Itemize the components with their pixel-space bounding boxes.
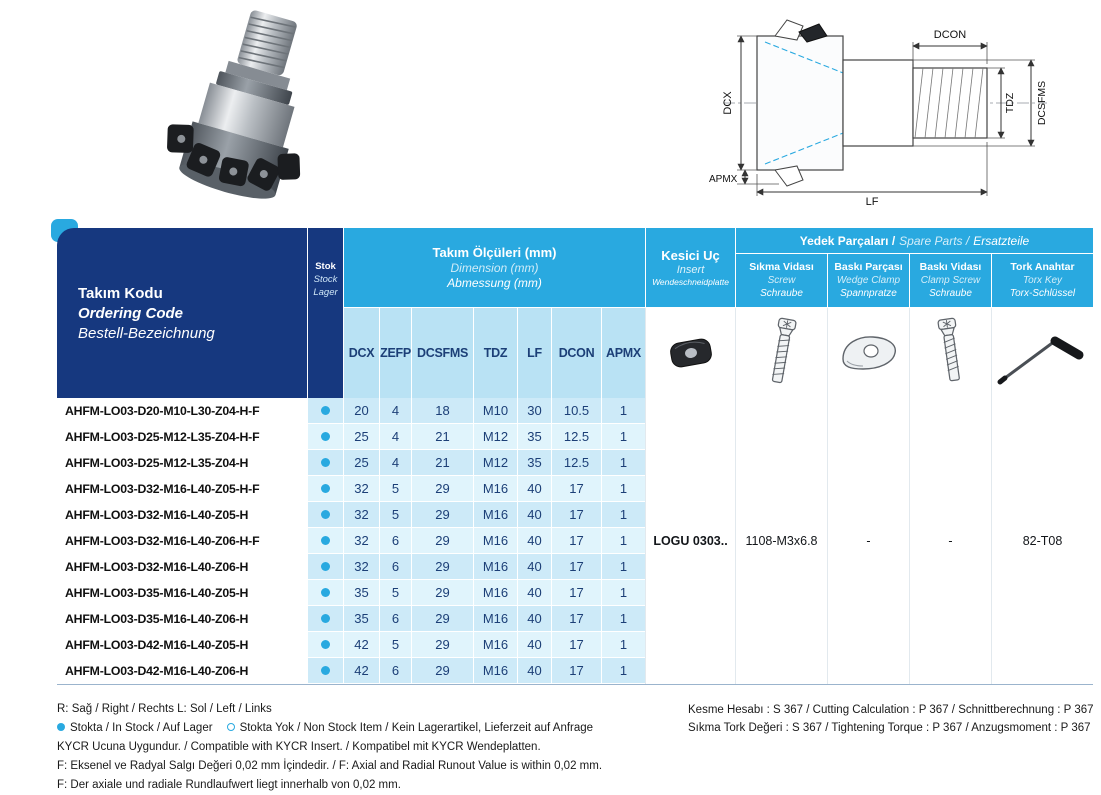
label-dcsfms: DCSFMS [1036,80,1048,126]
table-body-rows [57,398,645,684]
row-zefp: 5 [379,580,411,606]
row-dcon: 17 [551,502,601,528]
dimension-diagram-svg [695,8,1085,208]
row-apmx: 1 [601,528,645,554]
stock-dot-icon [321,614,330,623]
row-stock-cell [307,424,343,450]
merged-wedge-clamp: - [827,398,909,684]
table-body [57,398,1093,685]
row-dcon: 17 [551,606,601,632]
row-dcx: 35 [343,580,379,606]
row-dcon: 12.5 [551,424,601,450]
row-stock-cell [307,606,343,632]
col-header-dcx: DCX [343,308,379,398]
dimension-diagram [695,8,1085,208]
col-header-dcon: DCON [551,308,601,398]
label-apmx: APMX [709,174,738,185]
torx-key-icon [997,318,1089,388]
merged-torx-key: 82-T08 [991,398,1093,684]
row-apmx: 1 [601,398,645,424]
screw-icon-cell [735,308,827,398]
row-dcx: 25 [343,450,379,476]
row-ordering-code: AHFM-LO03-D32-M16-L40-Z05-H-F [57,476,307,502]
footnote-cutting-calculation: Kesme Hesabı : S 367 / Cutting Calculation : P 367 / Schnittberechnung : P 367 [688,704,1094,716]
row-ordering-code: AHFM-LO03-D32-M16-L40-Z05-H [57,502,307,528]
row-stock-cell [307,554,343,580]
footnote-stock-legend [57,719,602,738]
label-tdz: TDZ [1004,92,1016,114]
row-dcsfms: 29 [411,580,473,606]
product-photo [106,8,390,218]
row-dcx: 42 [343,658,379,684]
row-ordering-code: AHFM-LO03-D25-M12-L35-Z04-H-F [57,424,307,450]
clamp-screw-icon-cell [909,308,991,398]
row-lf: 40 [517,502,551,528]
row-lf: 30 [517,398,551,424]
col-header-wedge-clamp: Baskı Parçası Wedge Clamp Spannpratze [827,254,909,308]
row-lf: 40 [517,606,551,632]
insert-header-group [645,228,735,398]
table-row [57,658,645,684]
table-row [57,424,645,450]
spare-parts-title: Yedek Parçaları / Spare Parts / Ersatzteile [735,228,1093,254]
merged-screw-code: 1108-M3x6.8 [735,398,827,684]
row-zefp: 5 [379,476,411,502]
row-dcx: 32 [343,502,379,528]
row-dcon: 10.5 [551,398,601,424]
row-stock-cell [307,476,343,502]
row-apmx: 1 [601,424,645,450]
row-dcon: 17 [551,528,601,554]
row-tdz: M16 [473,528,517,554]
row-tdz: M16 [473,476,517,502]
label-dcx: DCX [722,91,734,115]
col-header-torx-key: Tork Anahtar Torx Key Torx-Schlüssel [991,254,1093,308]
footnote-kycr: KYCR Ucuna Uygundur. / Compatible with KYCR Insert. / Kompatibel mit KYCR Wendeplatten. [57,741,541,753]
dimensions-header-group [343,228,645,398]
footnote-right-left: R: Sağ / Right / Rechts L: Sol / Left / Links [57,703,272,715]
row-dcx: 42 [343,632,379,658]
filled-stock-dot-icon [57,723,65,731]
wedge-clamp-icon [837,331,901,375]
row-dcon: 17 [551,476,601,502]
row-dcon: 17 [551,580,601,606]
row-tdz: M16 [473,554,517,580]
stock-dot-icon [321,666,330,675]
row-apmx: 1 [601,502,645,528]
stock-dot-icon [321,458,330,467]
stock-dot-icon [321,562,330,571]
insert-icon [663,333,719,373]
title-en: Ordering Code [78,304,184,322]
footnotes-left [57,700,602,795]
row-dcsfms: 29 [411,606,473,632]
row-dcsfms: 29 [411,632,473,658]
row-apmx: 1 [601,632,645,658]
row-dcon: 17 [551,554,601,580]
row-dcon: 17 [551,658,601,684]
row-zefp: 6 [379,658,411,684]
row-apmx: 1 [601,606,645,632]
row-lf: 35 [517,450,551,476]
legend-in-stock: Stokta / In Stock / Auf Lager [70,722,213,734]
row-tdz: M16 [473,502,517,528]
row-tdz: M16 [473,606,517,632]
stock-dot-icon [321,536,330,545]
row-lf: 35 [517,424,551,450]
insert-title: Kesici Uç Insert Wendeschneidplatte [645,228,735,308]
row-apmx: 1 [601,476,645,502]
row-ordering-code: AHFM-LO03-D42-M16-L40-Z06-H [57,658,307,684]
row-stock-cell [307,580,343,606]
spare-part-columns [735,254,1093,308]
ordering-table [57,228,1093,685]
row-tdz: M16 [473,632,517,658]
stock-dot-icon [321,432,330,441]
row-apmx: 1 [601,450,645,476]
row-ordering-code: AHFM-LO03-D35-M16-L40-Z05-H [57,580,307,606]
row-dcx: 25 [343,424,379,450]
table-row [57,632,645,658]
milling-cutter-photo-illustration [106,8,390,218]
table-row [57,450,645,476]
row-dcx: 20 [343,398,379,424]
row-dcsfms: 21 [411,424,473,450]
row-dcsfms: 18 [411,398,473,424]
row-zefp: 6 [379,554,411,580]
title-de: Bestell-Bezeichnung [78,324,215,342]
wedge-clamp-icon-cell [827,308,909,398]
row-ordering-code: AHFM-LO03-D25-M12-L35-Z04-H [57,450,307,476]
row-dcsfms: 29 [411,502,473,528]
row-ordering-code: AHFM-LO03-D35-M16-L40-Z06-H [57,606,307,632]
row-zefp: 4 [379,398,411,424]
row-ordering-code: AHFM-LO03-D20-M10-L30-Z04-H-F [57,398,307,424]
col-header-lf: LF [517,308,551,398]
row-dcx: 32 [343,528,379,554]
row-zefp: 5 [379,632,411,658]
stock-dot-icon [321,510,330,519]
spare-parts-header-group [735,228,1093,398]
merged-clamp-screw: - [909,398,991,684]
row-ordering-code: AHFM-LO03-D42-M16-L40-Z05-H [57,632,307,658]
row-lf: 40 [517,554,551,580]
row-ordering-code: AHFM-LO03-D32-M16-L40-Z06-H-F [57,528,307,554]
dimensions-title: Takım Ölçüleri (mm) Dimension (mm) Abmessung (mm) [343,228,645,308]
row-stock-cell [307,632,343,658]
row-lf: 40 [517,476,551,502]
title-tr: Takım Kodu [78,284,163,302]
stock-dot-icon [321,484,330,493]
row-dcon: 17 [551,632,601,658]
row-stock-cell [307,502,343,528]
row-apmx: 1 [601,580,645,606]
legend-non-stock: Stokta Yok / Non Stock Item / Kein Lagerartikel, Lieferzeit auf Anfrage [239,722,594,734]
row-lf: 40 [517,658,551,684]
stock-dot-icon [321,588,330,597]
open-stock-dot-icon [227,723,235,731]
row-apmx: 1 [601,554,645,580]
row-dcx: 32 [343,476,379,502]
col-header-clamp-screw: Baskı Vidası Clamp Screw Schraube [909,254,991,308]
table-row [57,580,645,606]
stock-dot-icon [321,640,330,649]
row-tdz: M16 [473,580,517,606]
row-tdz: M12 [473,450,517,476]
footnotes-right [688,701,1094,737]
row-ordering-code: AHFM-LO03-D32-M16-L40-Z06-H [57,554,307,580]
col-header-apmx: APMX [601,308,645,398]
col-header-tdz: TDZ [473,308,517,398]
row-dcsfms: 29 [411,554,473,580]
row-zefp: 6 [379,528,411,554]
torx-key-icon-cell [991,308,1093,398]
row-zefp: 4 [379,450,411,476]
table-row [57,476,645,502]
spare-part-icons [735,308,1093,398]
table-row [57,554,645,580]
row-dcx: 35 [343,606,379,632]
footnote-tightening-torque: Sıkma Tork Değeri : S 367 / Tightening Torque : P 367 / Anzugsmoment : P 367 [688,722,1091,734]
row-lf: 40 [517,580,551,606]
row-stock-cell [307,450,343,476]
table-row [57,528,645,554]
row-stock-cell [307,658,343,684]
row-stock-cell [307,398,343,424]
dimension-column-letters [343,308,645,398]
table-row [57,606,645,632]
row-dcx: 32 [343,554,379,580]
footnote-runout-1: F: Eksenel ve Radyal Salgı Değeri 0,02 mm İçindedir. / F: Axial and Radial Runout Value is within 0,02 mm. [57,760,603,772]
row-tdz: M16 [473,658,517,684]
row-tdz: M10 [473,398,517,424]
merged-insert-code: LOGU 0303.. [645,398,735,684]
screw-icon [762,316,802,390]
table-row [57,398,645,424]
row-dcsfms: 29 [411,528,473,554]
row-zefp: 5 [379,502,411,528]
stock-column-header: Stok Stock Lager [307,228,343,398]
label-dcon: DCON [933,29,967,41]
row-dcsfms: 21 [411,450,473,476]
merged-spare-values [645,398,1093,684]
insert-icon-cell [645,308,735,398]
row-lf: 40 [517,632,551,658]
row-dcsfms: 29 [411,658,473,684]
ordering-code-header [57,228,307,398]
row-dcsfms: 29 [411,476,473,502]
row-zefp: 4 [379,424,411,450]
row-tdz: M12 [473,424,517,450]
col-header-zefp: ZEFP [379,308,411,398]
row-apmx: 1 [601,658,645,684]
row-zefp: 6 [379,606,411,632]
row-dcon: 12.5 [551,450,601,476]
col-header-dcsfms: DCSFMS [411,308,473,398]
clamp-screw-icon [931,316,971,390]
footnote-runout-2: F: Der axiale und radiale Rundlaufwert liegt innerhalb von 0,02 mm. [57,779,401,791]
row-lf: 40 [517,528,551,554]
col-header-screw: Sıkma Vidası Screw Schraube [735,254,827,308]
stock-dot-icon [321,406,330,415]
label-lf: LF [865,196,879,208]
table-header [57,228,1093,398]
row-stock-cell [307,528,343,554]
table-row [57,502,645,528]
